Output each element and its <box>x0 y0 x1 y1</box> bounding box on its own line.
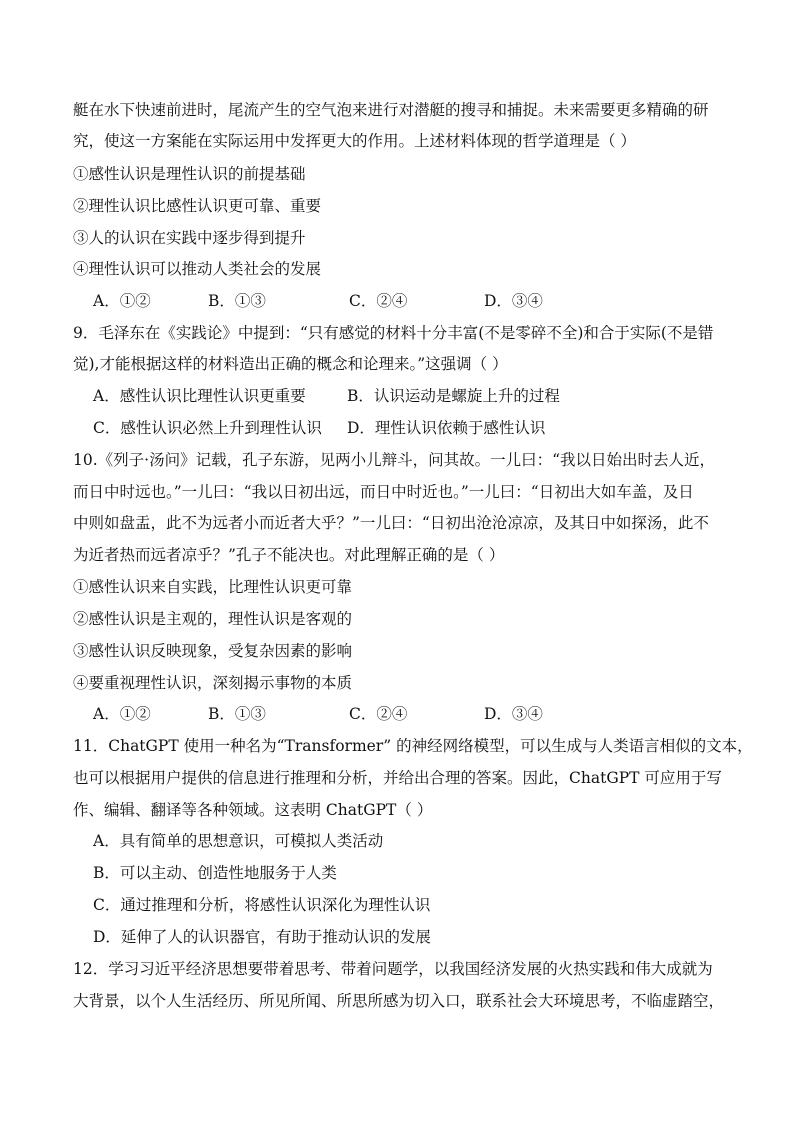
q8-statement-4: ④理性认识可以推动人类社会的发展 <box>73 260 322 278</box>
q10-option-d[interactable]: D．③④ <box>484 705 543 723</box>
q11-stem-line-3: 作、编辑、翻译等各种领域。这表明 ChatGPT（ ） <box>73 801 433 819</box>
q9-stem-line-1: 9．毛泽东在《实践论》中提到：“只有感觉的材料十分丰富(不是零碎不全)和合于实际(不是错 <box>73 324 714 342</box>
q9-stem-line-2: 觉),才能根据这样的材料造出正确的概念和论理来。”这强调（ ） <box>73 355 508 373</box>
q10-statement-3: ③感性认识反映现象，受复杂因素的影响 <box>73 642 353 660</box>
q11-option-b[interactable]: B．可以主动、创造性地服务于人类 <box>93 864 337 882</box>
q9-option-c[interactable]: C．感性认识必然上升到理性认识 <box>93 419 322 437</box>
q8-statement-3: ③人的认识在实践中逐步得到提升 <box>73 229 306 247</box>
q8-statement-2: ②理性认识比感性认识更可靠、重要 <box>73 197 322 215</box>
q10-statement-1: ①感性认识来自实践，比理性认识更可靠 <box>73 578 353 596</box>
q12-stem-line-1: 12．学习习近平经济思想要带着思考、带着问题学，以我国经济发展的火热实践和伟大成就为 <box>73 960 713 978</box>
q8-statement-1: ①感性认识是理性认识的前提基础 <box>73 165 306 183</box>
q10-option-a[interactable]: A．①② <box>93 705 151 723</box>
q9-option-b[interactable]: B．认识运动是螺旋上升的过程 <box>347 387 560 405</box>
q8-option-a[interactable]: A．①② <box>93 292 151 310</box>
q11-stem-line-2: 也可以根据用户提供的信息进行推理和分析，并给出合理的答案。因此，ChatGPT 可应用于写 <box>73 769 722 787</box>
q12-stem-line-2: 大背景，以个人生活经历、所见所闻、所思所感为切入口，联系社会大环境思考，不临虚踏空， <box>73 992 725 1010</box>
q10-statement-2: ②感性认识是主观的，理性认识是客观的 <box>73 610 353 628</box>
q10-option-b[interactable]: B．①③ <box>208 705 266 723</box>
q11-option-d[interactable]: D．延伸了人的认识器官，有助于推动认识的发展 <box>93 928 431 946</box>
q11-option-a[interactable]: A．具有简单的思想意识，可模拟人类活动 <box>93 832 384 850</box>
q9-option-a[interactable]: A．感性认识比理性认识更重要 <box>93 387 306 405</box>
q11-option-c[interactable]: C．通过推理和分析，将感性认识深化为理性认识 <box>93 896 431 914</box>
q8-continuation-line-1: 艇在水下快速前进时，尾流产生的空气泡来进行对潜艇的搜寻和捕捉。未来需要更多精确的研 <box>73 101 709 119</box>
q10-stem-line-4: 为近者热而远者凉乎？”孔子不能决也。对此理解正确的是（ ） <box>73 546 505 564</box>
q8-option-c[interactable]: C．②④ <box>349 292 408 310</box>
q10-stem-line-1: 10.《列子·汤问》记载，孔子东游，见两小儿辩斗，问其故。一儿曰：“我以日始出时去人近， <box>73 451 716 469</box>
q8-option-b[interactable]: B．①③ <box>208 292 266 310</box>
q8-option-d[interactable]: D．③④ <box>484 292 543 310</box>
q10-stem-line-2: 而日中时远也。”一儿曰：“我以日初出远，而日中时近也。”一儿曰：“日初出大如车盖，及日 <box>73 483 694 501</box>
q9-option-d[interactable]: D．理性认识依赖于感性认识 <box>347 419 546 437</box>
q10-stem-line-3: 中则如盘盂，此不为远者小而近者大乎？”一儿曰：“日初出沧沧凉凉，及其日中如探汤，此不 <box>73 514 709 532</box>
q8-continuation-line-2: 究，使这一方案能在实际运用中发挥更大的作用。上述材料体现的哲学道理是（ ） <box>73 132 636 150</box>
q10-option-c[interactable]: C．②④ <box>349 705 408 723</box>
q11-stem-line-1: 11．ChatGPT 使用一种名为“Transformer” 的神经网络模型，可以生成与人类语言相似的文本， <box>73 737 753 755</box>
q10-statement-4: ④要重视理性认识，深刻揭示事物的本质 <box>73 674 353 692</box>
